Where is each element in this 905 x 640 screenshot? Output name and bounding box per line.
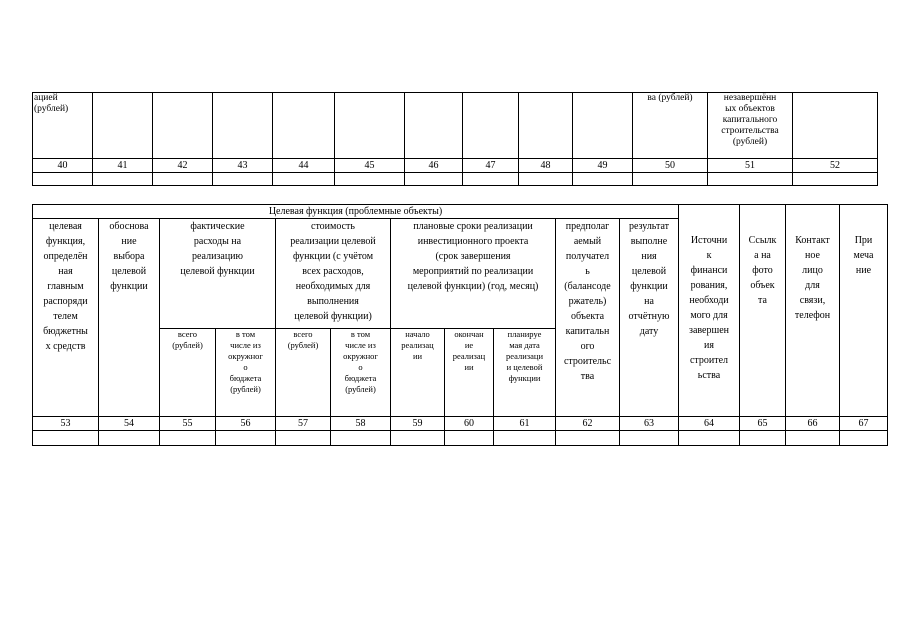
col-64-header: Источни к финанси рования, необходи мого для завершен ия строител ьства [679, 205, 740, 417]
col-number: 57 [276, 417, 331, 431]
col-60-header: окончан ие реализац ии [445, 329, 494, 417]
blank-cell [213, 173, 273, 186]
col-number: 63 [620, 417, 679, 431]
blank-cell [335, 173, 405, 186]
col-62-header: предполаг аемый получател ь (балансоде ржатель) объекта капитальн ого строительс тва [556, 219, 620, 417]
col-53-header: целевая функция, определён ная главным распоряди телем бюджетны х средств [33, 219, 99, 417]
col-number: 66 [786, 417, 840, 431]
col-61-header: планируе мая дата реализаци и целевой функции [494, 329, 556, 417]
col-55-header: всего (рублей) [160, 329, 216, 417]
blank-cell [99, 431, 160, 446]
col-45-header [335, 93, 405, 159]
actual-costs-header: фактические расходы на реализацию целевой функции [160, 219, 276, 329]
col-number: 67 [840, 417, 888, 431]
col-number: 62 [556, 417, 620, 431]
col-49-header [573, 93, 633, 159]
col-44-header [273, 93, 335, 159]
blank-cell [519, 173, 573, 186]
col-40-header: ацией (рублей) [33, 93, 93, 159]
col-number: 54 [99, 417, 160, 431]
blank-cell [33, 431, 99, 446]
blank-cell [679, 431, 740, 446]
col-number: 41 [93, 159, 153, 173]
col-63-header: результат выполне ния целевой функции на отчётную дату [620, 219, 679, 417]
blank-cell [331, 431, 391, 446]
col-56-header: в том числе из окружног о бюджета (рублей) [216, 329, 276, 417]
col-number: 47 [463, 159, 519, 173]
blank-cell [786, 431, 840, 446]
group-title: Целевая функция (проблемные объекты) [33, 205, 679, 219]
blank-cell [556, 431, 620, 446]
col-52-header [793, 93, 878, 159]
col-number: 56 [216, 417, 276, 431]
blank-cell [276, 431, 331, 446]
col-number: 55 [160, 417, 216, 431]
col-65-header: Ссылк а на фото объек та [740, 205, 786, 417]
blank-cell [708, 173, 793, 186]
table-top-header-row [33, 93, 878, 159]
col-number: 43 [213, 159, 273, 173]
col-number: 65 [740, 417, 786, 431]
col-number: 50 [633, 159, 708, 173]
col-number: 61 [494, 417, 556, 431]
col-43-header [213, 93, 273, 159]
col-58-header: в том числе из окружног о бюджета (рублей) [331, 329, 391, 417]
table-bottom-number-row [33, 417, 888, 431]
col-41-header [93, 93, 153, 159]
blank-cell [494, 431, 556, 446]
blank-cell [633, 173, 708, 186]
col-46-header [405, 93, 463, 159]
col-number: 48 [519, 159, 573, 173]
col-number: 44 [273, 159, 335, 173]
col-number: 52 [793, 159, 878, 173]
table-bottom [32, 204, 888, 446]
col-59-header: начало реализац ии [391, 329, 445, 417]
col-57-header: всего (рублей) [276, 329, 331, 417]
group-title-row [33, 205, 888, 219]
table-top-blank-row [33, 173, 878, 186]
col-number: 53 [33, 417, 99, 431]
table-bottom-blank-row [33, 431, 888, 446]
blank-cell [405, 173, 463, 186]
col-number: 60 [445, 417, 494, 431]
col-42-header [153, 93, 213, 159]
blank-cell [216, 431, 276, 446]
blank-cell [33, 173, 93, 186]
blank-cell [573, 173, 633, 186]
col-number: 59 [391, 417, 445, 431]
blank-cell [445, 431, 494, 446]
planned-terms-header: плановые сроки реализации инвестиционного проекта (срок завершения мероприятий по реализации целевой функции) (год, месяц) [391, 219, 556, 329]
col-48-header [519, 93, 573, 159]
col-number: 40 [33, 159, 93, 173]
col-number: 45 [335, 159, 405, 173]
blank-cell [840, 431, 888, 446]
cost-total-header: стоимость реализации целевой функции (с учётом всех расходов, необходимых для выполнения целевой функции) [276, 219, 391, 329]
col-67-header: При меча ние [840, 205, 888, 417]
blank-cell [391, 431, 445, 446]
col-number: 51 [708, 159, 793, 173]
blank-cell [740, 431, 786, 446]
col-66-header: Контакт ное лицо для связи, телефон [786, 205, 840, 417]
blank-cell [160, 431, 216, 446]
col-51-header: незавершённ ых объектов капитального строительства (рублей) [708, 93, 793, 159]
blank-cell [793, 173, 878, 186]
blank-cell [620, 431, 679, 446]
col-number: 46 [405, 159, 463, 173]
blank-cell [153, 173, 213, 186]
col-50-header: ва (рублей) [633, 93, 708, 159]
col-number: 64 [679, 417, 740, 431]
col-number: 49 [573, 159, 633, 173]
blank-cell [273, 173, 335, 186]
col-number: 58 [331, 417, 391, 431]
table-top-number-row [33, 159, 878, 173]
col-54-header: обоснова ние выбора целевой функции [99, 219, 160, 417]
blank-cell [463, 173, 519, 186]
table-top [32, 92, 878, 186]
col-number: 42 [153, 159, 213, 173]
col-47-header [463, 93, 519, 159]
blank-cell [93, 173, 153, 186]
